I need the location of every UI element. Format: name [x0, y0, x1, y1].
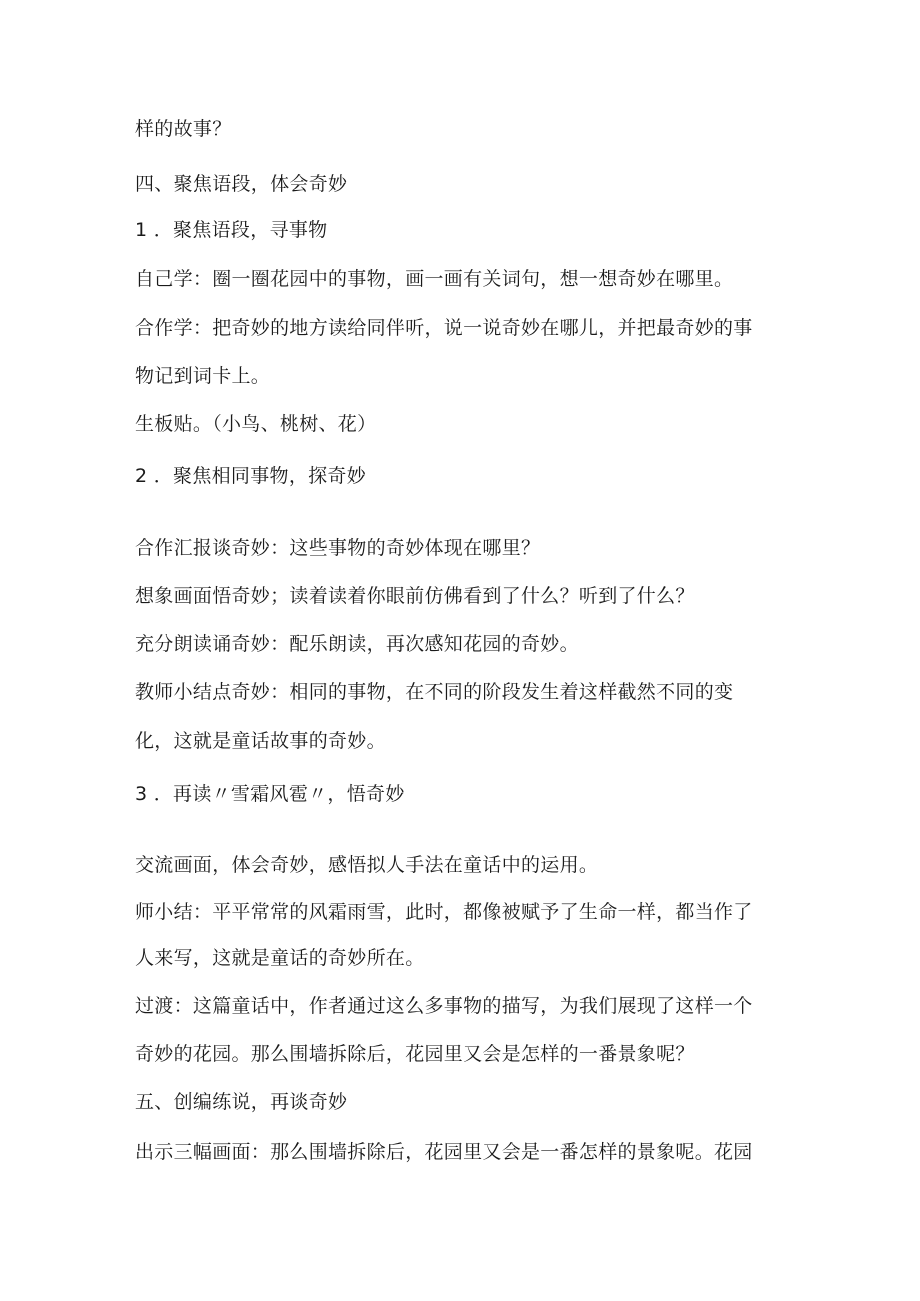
subsection-heading: 1 ．聚焦语段，寻事物 [135, 219, 328, 241]
text-line: 生板贴。（小鸟、桃树、花） [135, 413, 377, 435]
text-line: 自己学：圈一圈花园中的事物，画一画有关词句，想一想奇妙在哪里。 [135, 268, 734, 290]
text-line: 奇妙的花园。那么围墙拆除后，花园里又会是怎样的一番景象呢？ [135, 1043, 695, 1065]
text-line: 充分朗读诵奇妙：配乐朗读，再次感知花园的奇妙。 [135, 633, 579, 655]
text-line: 合作学：把奇妙的地方读给同伴听，说一说奇妙在哪儿，并把最奇妙的事 [135, 317, 753, 339]
text-line: 化，这就是童话故事的奇妙。 [135, 730, 386, 752]
text-line: 师小结：平平常常的风霜雨雪，此时，都像被赋予了生命一样，都当作了 [135, 901, 753, 923]
text-line: 过渡：这篇童话中，作者通过这么多事物的描写，为我们展现了这样一个 [135, 995, 753, 1017]
section-heading: 四、聚焦语段，体会奇妙 [135, 173, 348, 195]
subsection-heading: 3 ．再读〃雪霜风雹〃，悟奇妙 [135, 783, 405, 805]
subsection-heading: 2 ．聚焦相同事物，探奇妙 [135, 465, 367, 487]
text-line: 教师小结点奇妙：相同的事物，在不同的阶段发生着这样截然不同的变 [135, 681, 734, 703]
text-line: 人来写，这就是童话的奇妙所在。 [135, 947, 425, 969]
text-line: 交流画面，体会奇妙，感悟拟人手法在童话中的运用。 [135, 854, 599, 876]
text-line: 样的故事？ [135, 118, 232, 140]
text-line: 物记到词卡上。 [135, 365, 271, 387]
text-line: 合作汇报谈奇妙：这些事物的奇妙体现在哪里？ [135, 537, 541, 559]
text-line: 出示三幅画面：那么围墙拆除后，花园里又会是一番怎样的景象呢。花园 [135, 1141, 753, 1163]
text-line: 想象画面悟奇妙；读着读着你眼前仿佛看到了什么？听到了什么？ [135, 585, 695, 607]
section-heading: 五、创编练说，再谈奇妙 [135, 1091, 348, 1113]
